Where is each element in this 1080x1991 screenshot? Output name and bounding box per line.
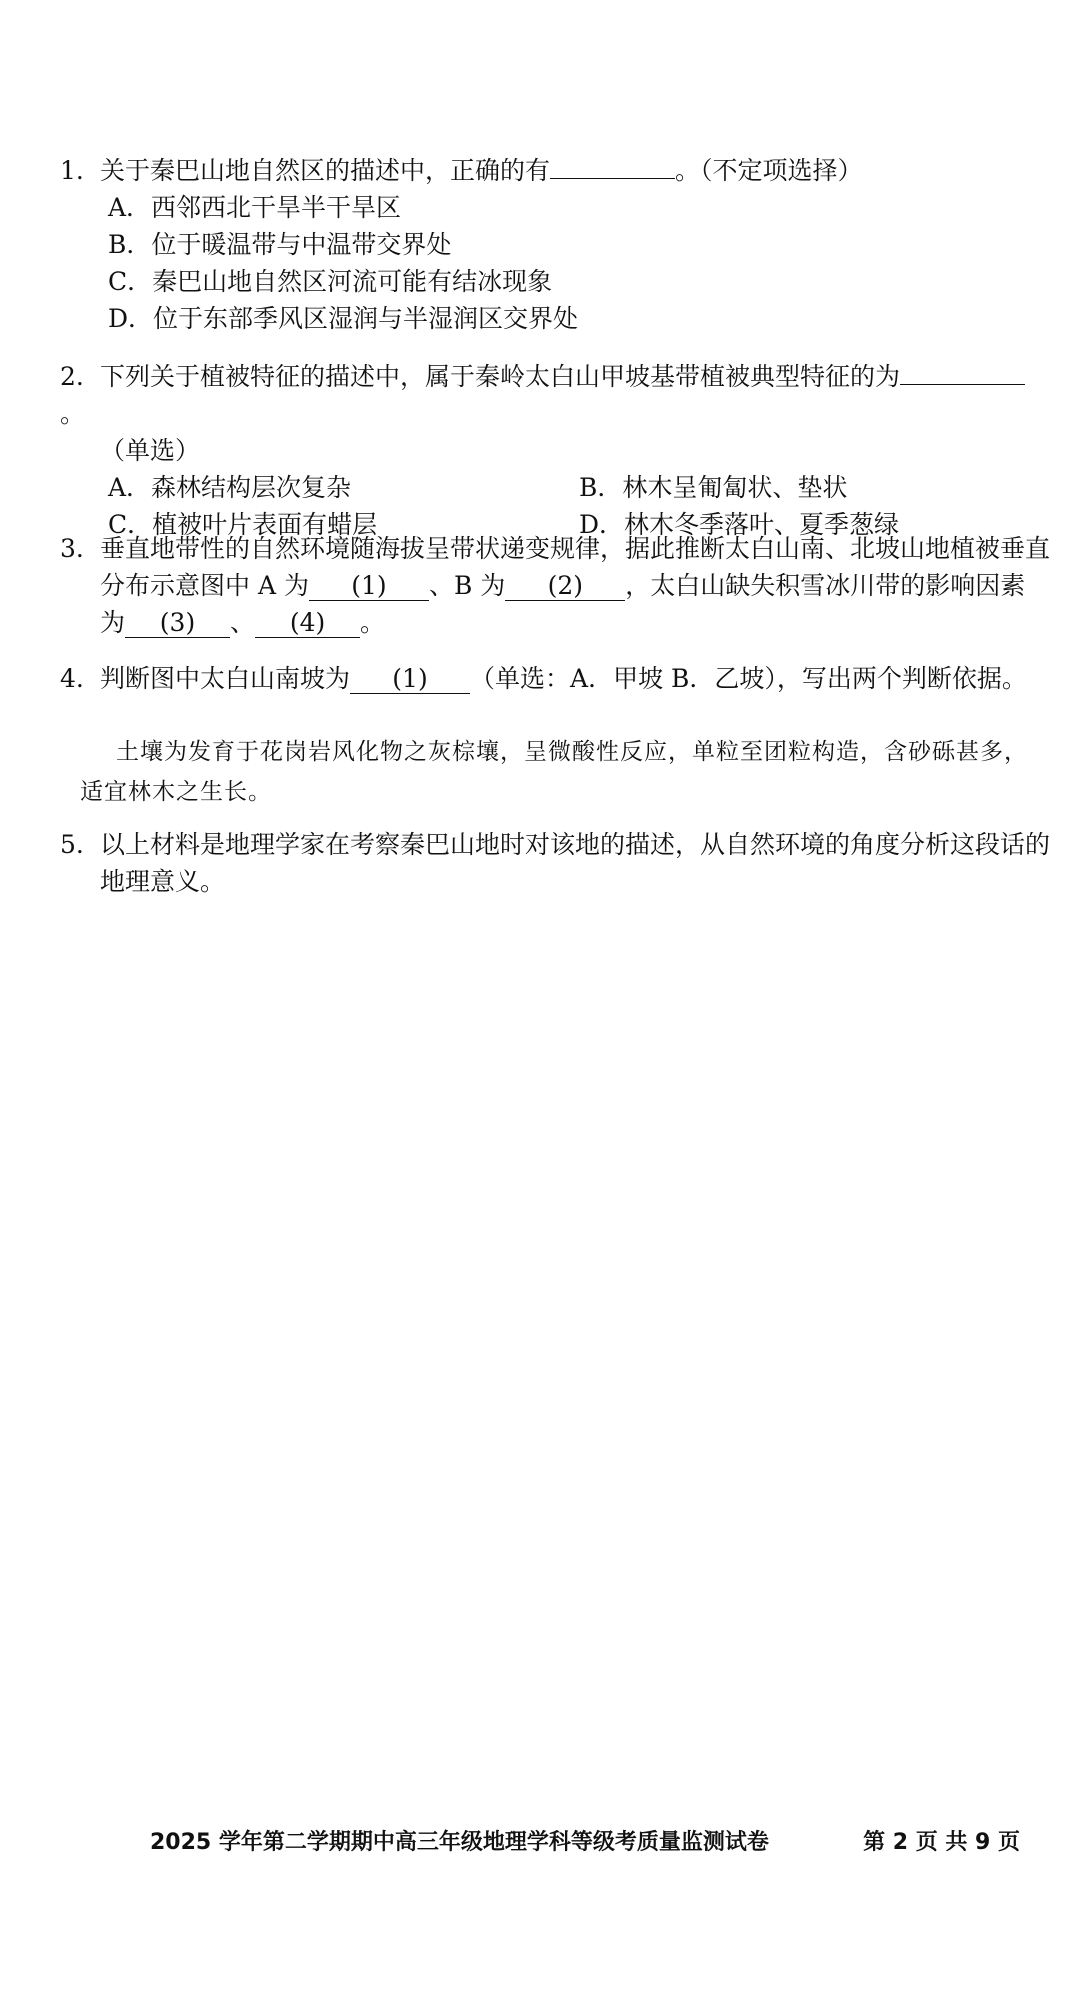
question-number: 4.: [60, 664, 84, 693]
question-1: [60, 152, 1050, 337]
question-number: 2.: [60, 362, 84, 391]
answer-blank-2[interactable]: (2): [505, 572, 625, 601]
answer-blank-4[interactable]: (4): [255, 609, 360, 638]
page-footer: [150, 1825, 1020, 1856]
answer-blank[interactable]: [550, 178, 675, 179]
option-b: B．位于暖温带与中温带交界处: [108, 230, 452, 259]
option-a: A．森林结构层次复杂: [108, 473, 352, 502]
option-d: D．林木冬季落叶、夏季葱绿: [579, 510, 900, 539]
option-c: C．植被叶片表面有蜡层: [108, 510, 378, 539]
option-b: B．林木呈匍匐状、垫状: [579, 473, 848, 502]
question-2: [60, 358, 1050, 543]
question-number: 3.: [60, 534, 84, 563]
question-number: 5.: [60, 830, 84, 859]
question-3: 3. 垂直地带性的自然环境随海拔呈带状递变规律，据此推断太白山南、北坡山地植被垂直 分布示意图中 A 为 (1) 、B 为 (2) ，太白山缺失积雪冰川带的影响因素 为 (3) 、 (4) 。: [60, 530, 1050, 641]
option-a: A．西邻西北干旱半干旱区: [108, 193, 402, 222]
option-d: D．位于东部季风区湿润与半湿润区交界处: [108, 304, 579, 333]
answer-blank-1[interactable]: (1): [309, 572, 429, 601]
material-passage: 土壤为发育于花岗岩风化物之灰棕壤，呈微酸性反应，单粒至团粒构造，含砂砾甚多， 适宜林木之生长。: [80, 739, 1028, 805]
question-4: 4. 判断图中太白山南坡为 (1) （单选：A．甲坡 B．乙坡），写出两个判断依据。: [60, 660, 1050, 697]
question-2-stem: 2. 下列关于植被特征的描述中，属于秦岭太白山甲坡基带植被典型特征的为。: [60, 358, 1050, 432]
page-number: 第 2 页 共 9 页: [863, 1830, 1020, 1855]
question-5: 5. 以上材料是地理学家在考察秦巴山地时对该地的描述，从自然环境的角度分析这段话的 地理意义。: [60, 826, 1050, 900]
question-1-stem: 1. 关于秦巴山地自然区的描述中，正确的有 。（不定项选择）: [60, 152, 1050, 189]
question-number: 1.: [60, 156, 84, 185]
answer-blank-1[interactable]: (1): [350, 665, 470, 694]
question-2-note: （单选）: [100, 436, 201, 465]
answer-blank-3[interactable]: (3): [125, 609, 230, 638]
option-c: C．秦巴山地自然区河流可能有结冰现象: [108, 267, 553, 296]
exam-title: 2025 学年第二学期期中高三年级地理学科等级考质量监测试卷: [150, 1830, 769, 1855]
answer-blank[interactable]: [900, 384, 1025, 385]
option-row: [60, 469, 1050, 506]
